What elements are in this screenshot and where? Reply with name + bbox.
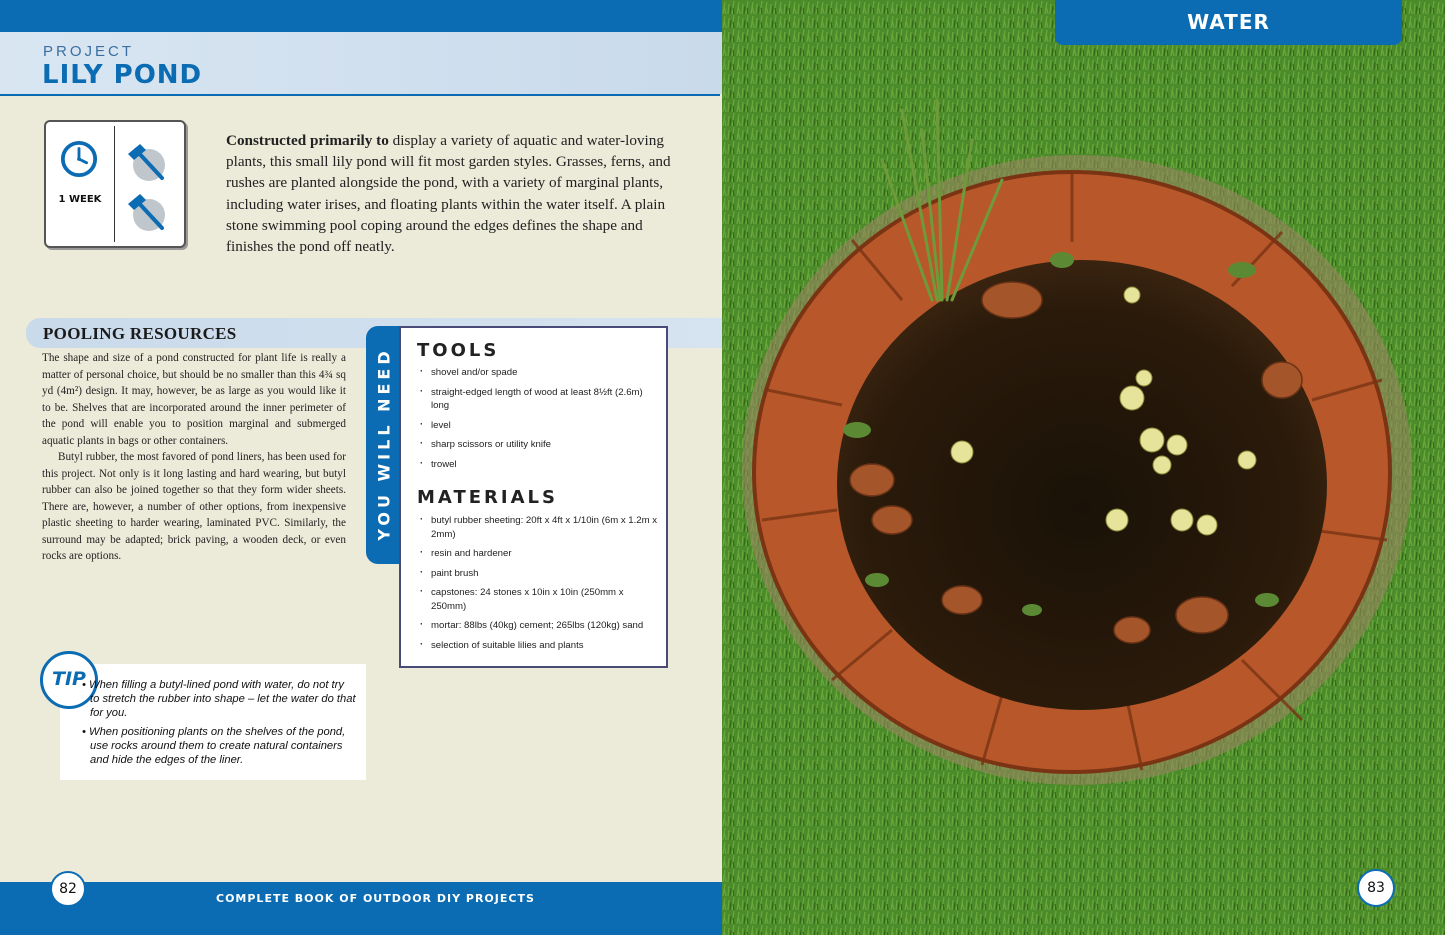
tip-label: TIP — [52, 668, 86, 690]
section-tab-label: WATER — [1187, 10, 1270, 34]
material-item: · butyl rubber sheeting: 20ft x 4ft x 1/10in (6m x 1.2m x 2mm) — [431, 514, 659, 541]
tool-item: · level — [431, 419, 659, 433]
tip-item: • When filling a butyl-lined pond with water, do not try to stretch the rubber into shape – let the water do that for you. — [82, 679, 356, 719]
page-number-left: 82 — [50, 871, 86, 907]
footer-bar — [0, 882, 722, 935]
hammer-icon — [124, 190, 170, 236]
section-body — [42, 350, 346, 565]
tools-heading: TOOLS — [417, 340, 500, 361]
material-item: · selection of suitable lilies and plants — [431, 639, 659, 653]
header-rule — [0, 94, 720, 96]
right-page — [722, 0, 1445, 935]
tools-list — [431, 366, 659, 477]
tip-text — [76, 678, 356, 772]
duration-badge — [44, 120, 186, 248]
badge-divider — [114, 126, 115, 242]
top-bar — [0, 0, 722, 32]
you-will-need-label: YOU WILL NEED — [374, 347, 394, 541]
materials-list — [431, 514, 659, 658]
material-item: · paint brush — [431, 567, 659, 581]
tool-item: · straight-edged length of wood at least 8½ft (2.6m) long — [431, 386, 659, 413]
intro-lead: Constructed primarily to — [226, 132, 389, 149]
body-paragraph: The shape and size of a pond constructed for plant life is really a matter of personal choice, but should be no smaller than this 4¾ sq yd (4m²) design. It may, however, be as large as you would like it to be. Shelves that are incorporated around the inner perimeter of the pond will enable you to position marginal and submerged aquatic plants in bags or other containers. — [42, 352, 346, 447]
you-will-need-box — [399, 326, 668, 668]
lily-pond-photo — [722, 0, 1445, 935]
tool-item: · sharp scissors or utility knife — [431, 438, 659, 452]
material-item: · mortar: 88lbs (40kg) cement; 265lbs (120kg) sand — [431, 619, 659, 633]
left-page — [0, 0, 722, 935]
tip-item: • When positioning plants on the shelves of the pond, use rocks around them to create natural containers and hide the edges of the liner. — [82, 726, 346, 766]
material-item: · resin and hardener — [431, 547, 659, 561]
materials-heading: MATERIALS — [417, 487, 558, 508]
intro-paragraph — [226, 130, 676, 257]
material-item: · capstones: 24 stones x 10in x 10in (250mm x 250mm) — [431, 586, 659, 613]
body-paragraph: Butyl rubber, the most favored of pond liners, has been used for this project. Not only is it long lasting and hard wearing, but butyl rubber can also be joined together so that they form wider sheets. There are, however, a number of other options, from inexpensive plastic sheeting to harder wearing, laminated PVC. Similarly, the surround may be adapted; brick paving, a wooden deck, or even rocks are options. — [42, 451, 346, 562]
intro-text: display a variety of aquatic and water-loving plants, this small lily pond will fit most garden styles. Grasses, ferns, and rushes are planted alongside the pond, with a variety of marginal plants, including water irises, and floating plants within the water itself. A plain stone swimming pool coping around the edges defines the shape and finishes the pond off neatly. — [226, 132, 671, 256]
tool-item: · shovel and/or spade — [431, 366, 659, 380]
duration-label: 1 WEEK — [58, 194, 102, 205]
section-title: POOLING RESOURCES — [43, 324, 237, 343]
hammer-icon — [124, 140, 170, 186]
book-title: COMPLETE BOOK OF OUTDOOR DIY PROJECTS — [216, 892, 535, 905]
tool-item: · trowel — [431, 458, 659, 472]
page-number-right: 83 — [1357, 869, 1395, 907]
project-kicker: PROJECT — [43, 43, 135, 60]
page-title: LILY POND — [42, 60, 203, 90]
section-tab — [1055, 0, 1402, 45]
clock-icon — [60, 140, 98, 178]
